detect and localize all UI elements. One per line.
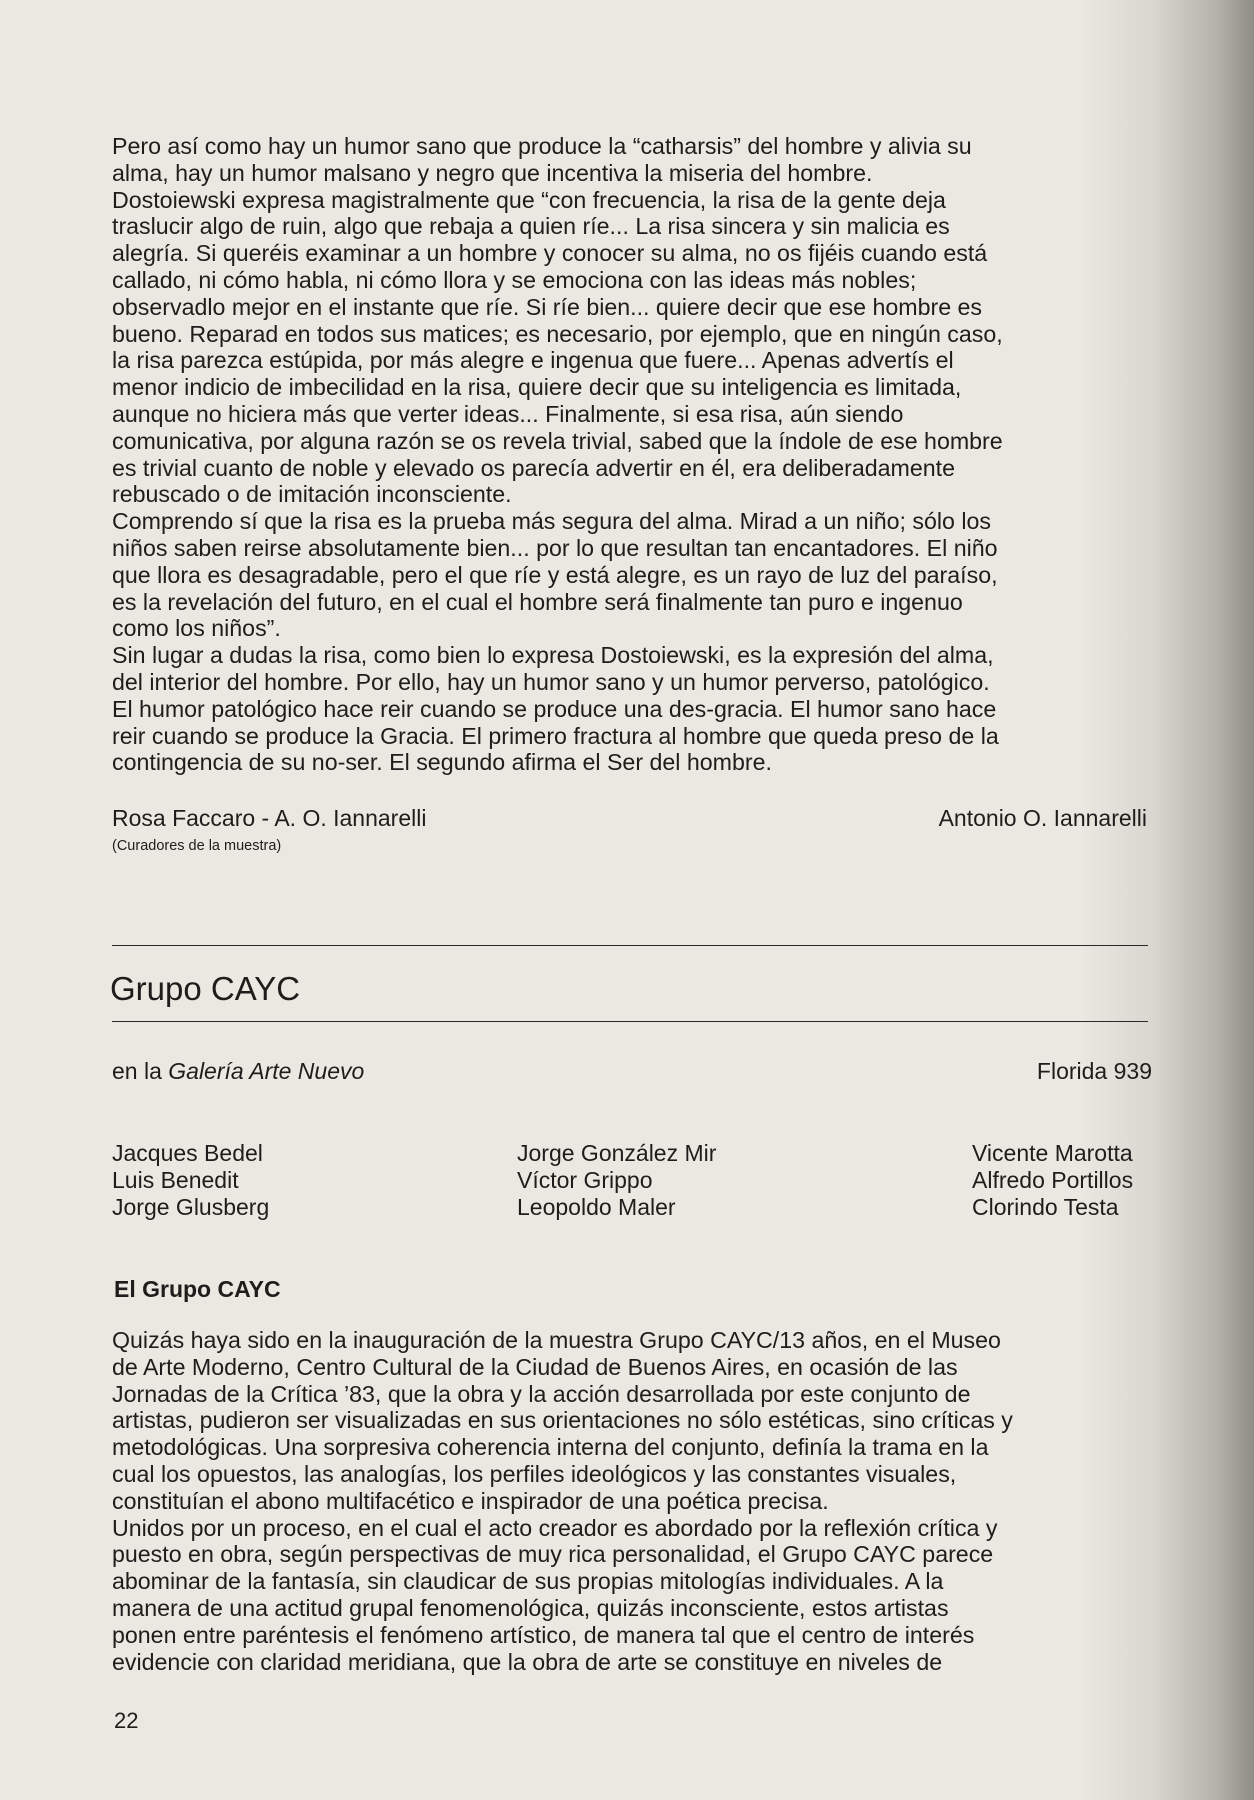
artists-column-3 bbox=[972, 1140, 1133, 1221]
subheading: El Grupo CAYC bbox=[114, 1276, 281, 1302]
text-line: contingencia de su no-ser. El segundo afirma el Ser del hombre. bbox=[112, 749, 772, 776]
text-line: Jornadas de la Crítica ’83, que la obra y la acción desarrollada por este conjunto de bbox=[112, 1380, 971, 1407]
text-line: Quizás haya sido en la inauguración de la muestra Grupo CAYC/13 años, en el Museo bbox=[112, 1327, 1001, 1353]
artist-name: Vicente Marotta bbox=[972, 1140, 1133, 1166]
text-line: traslucir algo de ruin, algo que rebaja a quien ríe... La risa sincera y sin malicia es bbox=[112, 213, 950, 240]
divider-bottom bbox=[112, 1021, 1148, 1022]
page-number: 22 bbox=[114, 1708, 139, 1733]
artist-name: Jacques Bedel bbox=[112, 1140, 263, 1166]
venue-prefix: en la bbox=[112, 1058, 169, 1084]
text-line: Pero así como hay un humor sano que produce la “catharsis” del hombre y alivia su bbox=[112, 133, 972, 159]
artist-name: Alfredo Portillos bbox=[972, 1167, 1134, 1193]
text-line: que llora es desagradable, pero el que ríe y está alegre, es un rayo de luz del paraíso, bbox=[112, 561, 998, 588]
artist-name: Clorindo Testa bbox=[972, 1194, 1119, 1220]
text-line: callado, ni cómo habla, ni cómo llora y se emociona con las ideas más nobles; bbox=[112, 266, 917, 293]
essay-text bbox=[112, 133, 1152, 776]
divider-top bbox=[112, 945, 1148, 946]
text-line: Unidos por un proceso, en el cual el acto creador es abordado por la reflexión crítica y bbox=[112, 1514, 998, 1541]
curators-signature: Rosa Faccaro - A. O. Iannarelli bbox=[112, 805, 427, 831]
text-line: puesto en obra, según perspectivas de muy rica personalidad, el Grupo CAYC parece bbox=[112, 1541, 994, 1568]
essay-paragraph-3 bbox=[112, 642, 1152, 776]
text-line: manera de una actitud grupal fenomenológica, quizás inconsciente, estos artistas bbox=[112, 1594, 949, 1621]
artists-column-1 bbox=[112, 1140, 269, 1221]
artist-name: Luis Benedit bbox=[112, 1167, 239, 1193]
text-line: Sin lugar a dudas la risa, como bien lo expresa Dostoiewski, es la expresión del alma, bbox=[112, 642, 994, 669]
text-line: El humor patológico hace reir cuando se produce una des-gracia. El humor sano hace bbox=[112, 695, 997, 722]
signature-block bbox=[112, 805, 1147, 865]
text-line: es trivial cuanto de noble y elevado os parecía advertir en él, era deliberadamente bbox=[112, 454, 955, 481]
section-paragraph-2 bbox=[112, 1515, 1152, 1676]
artist-name: Leopoldo Maler bbox=[517, 1194, 676, 1220]
text-line: aunque no hiciera más que verter ideas... Finalmente, si esa risa, aún siendo bbox=[112, 400, 904, 427]
artist-name: Jorge Glusberg bbox=[112, 1194, 270, 1220]
text-line: constituían el abono multifacético e inspirador de una poética precisa. bbox=[112, 1487, 829, 1514]
text-line: menor indicio de imbecilidad en la risa, quiere decir que su inteligencia es limitada, bbox=[112, 374, 962, 401]
venue-address: Florida 939 bbox=[1036, 1058, 1152, 1084]
section-text bbox=[112, 1327, 1152, 1675]
text-line: metodológicas. Una sorpresiva coherencia interna del conjunto, definía la trama en la bbox=[112, 1434, 989, 1461]
essay-paragraph-2 bbox=[112, 508, 1152, 642]
venue bbox=[112, 1058, 364, 1085]
text-line: ponen entre paréntesis el fenómeno artístico, de manera tal que el centro de interés bbox=[112, 1621, 975, 1648]
text-line: Comprendo sí que la risa es la prueba más segura del alma. Mirad a un niño; sólo los bbox=[112, 508, 992, 535]
essay-paragraph-1 bbox=[112, 133, 1152, 508]
venue-row bbox=[112, 1058, 1152, 1088]
text-line: del interior del hombre. Por ello, hay un humor sano y un humor perverso, patológico. bbox=[112, 668, 990, 695]
text-line: cual los opuestos, las analogías, los perfiles ideológicos y las constantes visuales, bbox=[112, 1460, 957, 1487]
text-line: alegría. Si queréis examinar a un hombre y conocer su alma, no os fijéis cuando está bbox=[112, 240, 988, 267]
text-line: de Arte Moderno, Centro Cultural de la Ciudad de Buenos Aires, en ocasión de las bbox=[112, 1353, 958, 1380]
text-line: rebuscado o de imitación inconsciente. bbox=[112, 481, 512, 508]
text-line: niños saben reirse absolutamente bien... por lo que resultan tan encantadores. El niño bbox=[112, 534, 998, 561]
author-signature: Antonio O. Iannarelli bbox=[938, 805, 1147, 831]
text-line: la risa parezca estúpida, por más alegre e ingenua que fuere... Apenas advertís el bbox=[112, 347, 954, 374]
text-line: abominar de la fantasía, sin claudicar de sus propias mitologías individuales. A la bbox=[112, 1568, 944, 1595]
curators-caption: (Curadores de la muestra) bbox=[112, 838, 282, 854]
text-line: reir cuando se produce la Gracia. El primero fractura al hombre que queda preso de la bbox=[112, 722, 999, 749]
venue-name: Galería Arte Nuevo bbox=[168, 1058, 365, 1084]
text-line: artistas, pudieron ser visualizadas en sus orientaciones no sólo estéticas, sino críticas y bbox=[112, 1407, 1013, 1434]
section-paragraph-1 bbox=[112, 1327, 1152, 1515]
text-line: alma, hay un humor malsano y negro que incentiva la miseria del hombre. bbox=[112, 159, 873, 186]
artists-column-2 bbox=[517, 1140, 716, 1221]
text-line: como los niños”. bbox=[112, 615, 281, 642]
artist-name: Jorge González Mir bbox=[517, 1140, 717, 1166]
text-line: evidencie con claridad meridiana, que la obra de arte se constituye en niveles de bbox=[112, 1648, 943, 1675]
text-line: es la revelación del futuro, en el cual el hombre será finalmente tan puro e ingenuo bbox=[112, 588, 963, 615]
section-title: Grupo CAYC bbox=[110, 970, 301, 1007]
artist-name: Víctor Grippo bbox=[517, 1167, 653, 1193]
text-line: observadlo mejor en el instante que ríe. Si ríe bien... quiere decir que ese hombre es bbox=[112, 293, 983, 320]
text-line: comunicativa, por alguna razón se os revela trivial, sabed que la índole de ese hombre bbox=[112, 427, 1003, 454]
text-line: Dostoiewski expresa magistralmente que “con frecuencia, la risa de la gente deja bbox=[112, 186, 946, 213]
text-line: bueno. Reparad en todos sus matices; es necesario, por ejemplo, que en ningún caso, bbox=[112, 320, 1003, 347]
